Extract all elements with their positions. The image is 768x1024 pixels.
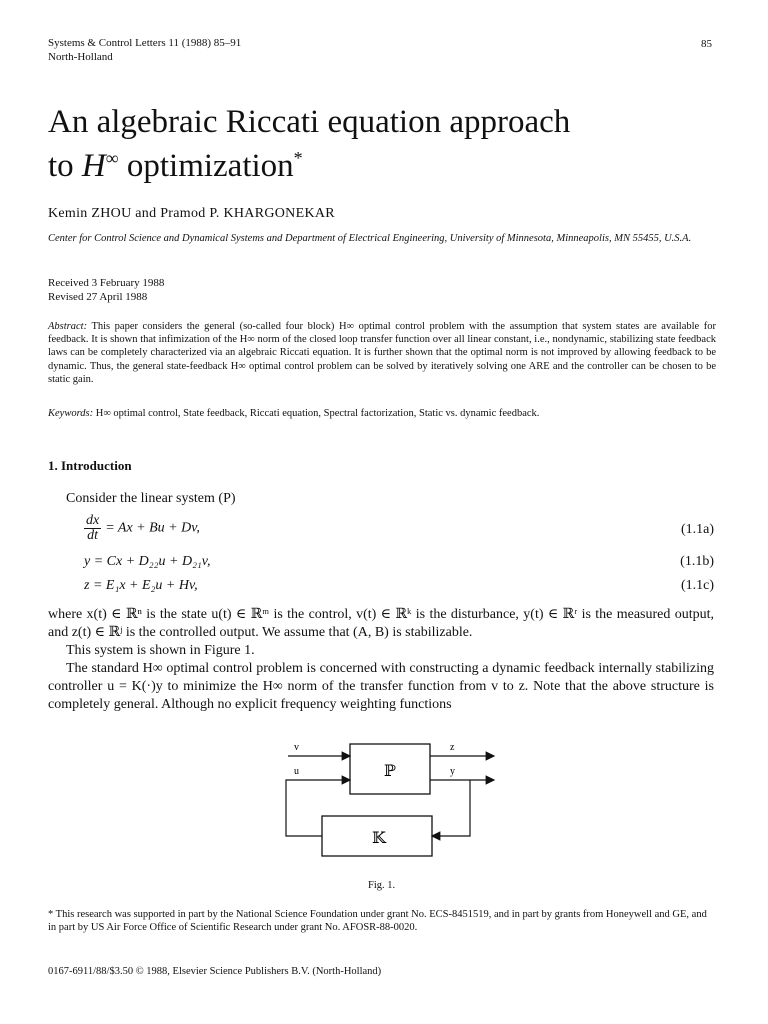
section-heading: 1. Introduction: [48, 458, 132, 473]
publisher: North-Holland: [48, 51, 113, 63]
label-p: ℙ: [384, 761, 397, 780]
equation-rhs: = Ax + Bu + Dv,: [105, 520, 200, 536]
paragraph: The standard H∞ optimal control problem is concerned with constructing a dynamic feedback internally stabilizing controller u = K(·)y to minimize the H∞ norm of the transfer function from v to z. Note that the above structure is completely general. Although no explicit frequency weighting functions: [48, 661, 714, 712]
feedback-u-line: [286, 780, 350, 836]
footnote: * This research was supported in part by the National Science Foundation under grant No. ECS-8451519, and in part by grants from Honeywell and GE, and in part by US Air Force Office of Scientific Research under grant No. AFOSR-88-0020.: [48, 909, 707, 933]
title-line-1: An algebraic Riccati equation approach: [48, 104, 571, 140]
equation-number-1a: (1.1a): [680, 522, 714, 537]
keywords-text: H∞ optimal control, State feedback, Riccati equation, Spectral factorization, Static vs. dynamic feedback.: [93, 408, 540, 419]
copyright: 0167-6911/88/$3.50 © 1988, Elsevier Science Publishers B.V. (North-Holland): [48, 966, 382, 977]
journal-citation: Systems & Control Letters 11 (1988) 85–91: [48, 37, 242, 49]
equation-number-1b: (1.1b): [680, 554, 714, 569]
revised-date: Revised 27 April 1988: [48, 291, 148, 303]
figure-caption: Fig. 1.: [368, 880, 396, 891]
fraction-denominator: dt: [87, 528, 99, 543]
abstract: [48, 320, 716, 386]
abstract-label: Abstract:: [48, 321, 88, 332]
derivative-fraction: [84, 514, 101, 543]
label-u: u: [294, 766, 299, 777]
paragraph: where x(t) ∈ ℝⁿ is the state u(t) ∈ ℝᵐ is the control, v(t) ∈ ℝᵏ is the disturbance, y(t) ∈ ℝʳ is the measured output, and z(t) ∈ ℝʲ is the controlled output. We assume that (A, B) is stabilizable.: [48, 607, 714, 640]
body-text: [48, 606, 714, 714]
figure-1-block-diagram: [280, 740, 500, 860]
affiliation: Center for Control Science and Dynamical Systems and Department of Electrical Engineering, University of Minnesota, Minneapolis, MN 55455, U.S.A.: [48, 233, 692, 244]
keywords-label: Keywords:: [48, 408, 94, 419]
title-footnote-mark: *: [293, 148, 303, 168]
title-text: to: [48, 148, 82, 184]
equation-1c: z = E₁x + E₂u + Hv,: [84, 578, 198, 593]
paragraph: This system is shown in Figure 1.: [66, 643, 255, 658]
keywords: [48, 408, 716, 419]
abstract-text: This paper considers the general (so-called four block) H∞ optimal control problem with the assumption that system states are available for feedback. It is shown that infimization of the H∞ norm of the closed loop transfer function over all linear constant, i.e., nondynamic, stabilizing state feedback laws can be completely characterized via an algebraic Riccati equation. It is further shown that the optimal norm is not improved by allowing feedback to be dynamic. Thus, the general state-feedback H∞ optimal control problem can be solved by iteratively solving one ARE and the controller can be chosen to be static gain.: [48, 321, 716, 385]
equation-1b: y = Cx + D₂₂u + D₂₁v,: [84, 554, 211, 569]
title-line-2: [48, 140, 570, 184]
authors: Kemin ZHOU and Pramod P. KHARGONEKAR: [48, 206, 335, 221]
label-y: y: [450, 766, 455, 777]
title-h: H: [81, 148, 106, 184]
title-infinity: ∞: [105, 148, 119, 168]
journal-header: [48, 36, 241, 64]
intro-line: Consider the linear system (P): [66, 491, 236, 506]
feedback-y-line: [432, 780, 470, 836]
received-date: Received 3 February 1988: [48, 277, 165, 289]
fraction-numerator: dx: [86, 513, 100, 528]
equation-number-1c: (1.1c): [680, 578, 714, 593]
page-number: 85: [701, 38, 712, 50]
title-text: optimization: [118, 148, 294, 184]
label-k: 𝕂: [372, 828, 386, 847]
dates: [48, 276, 164, 304]
label-v: v: [294, 742, 299, 753]
label-z: z: [450, 742, 455, 753]
equation-1a: [84, 514, 200, 543]
paper-title: [48, 104, 570, 184]
